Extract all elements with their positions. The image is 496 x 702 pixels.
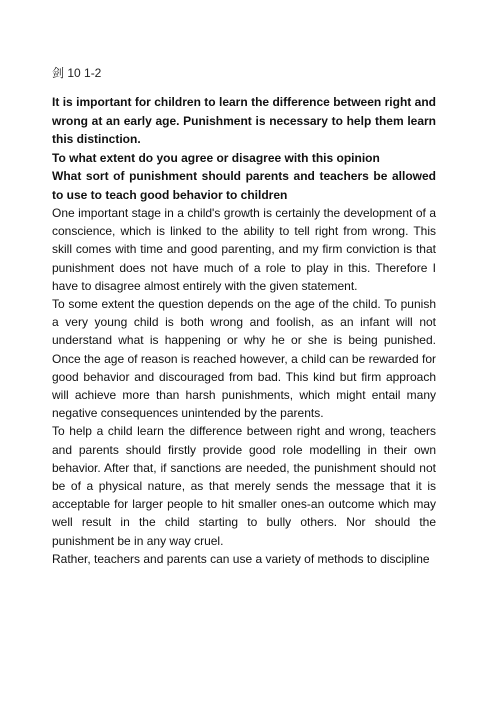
essay-paragraph-4: Rather, teachers and parents can use a variety of methods to discipline xyxy=(52,551,430,566)
prompt-question-1: To what extent do you agree or disagree with this opinion xyxy=(52,150,380,165)
essay-paragraph-2: To some extent the question depends on the age of the child. To punish a very young child is both wrong and foolish, as an infant will not understand what is happening or why he or she is being punished. Once the age of reason is reached however, a child can be rewarded for good behavior and discouraged from bad. This kind but firm approach will achieve more than harsh punishments, which might entail many negative consequences unintended by the parents. xyxy=(52,297,436,421)
essay-content xyxy=(52,64,436,568)
document-heading: 剑 10 1-2 xyxy=(52,66,102,80)
prompt-statement: It is important for children to learn the difference between right and wrong at an early age. Punishment is necessary to help them learn this distinction. xyxy=(52,95,436,146)
essay-paragraph-1: One important stage in a child's growth is certainly the development of a conscience, which is linked to the ability to tell right from wrong. This skill comes with time and good parenting, and my firm conviction is that punishment does not have much of a role to play in this. Therefore I have to disagree almost entirely with the given statement. xyxy=(52,206,436,293)
essay-paragraph-3: To help a child learn the difference between right and wrong, teachers and parents should firstly provide good role modelling in their own behavior. After that, if sanctions are needed, the punishment should not be of a physical nature, as that merely sends the message that it is acceptable for larger people to hit smaller ones-an outcome which may well result in the child starting to bully others. Nor should the punishment be in any way cruel. xyxy=(52,424,436,548)
prompt-question-2: What sort of punishment should parents and teachers be allowed to use to teach good behavior to children xyxy=(52,169,436,202)
